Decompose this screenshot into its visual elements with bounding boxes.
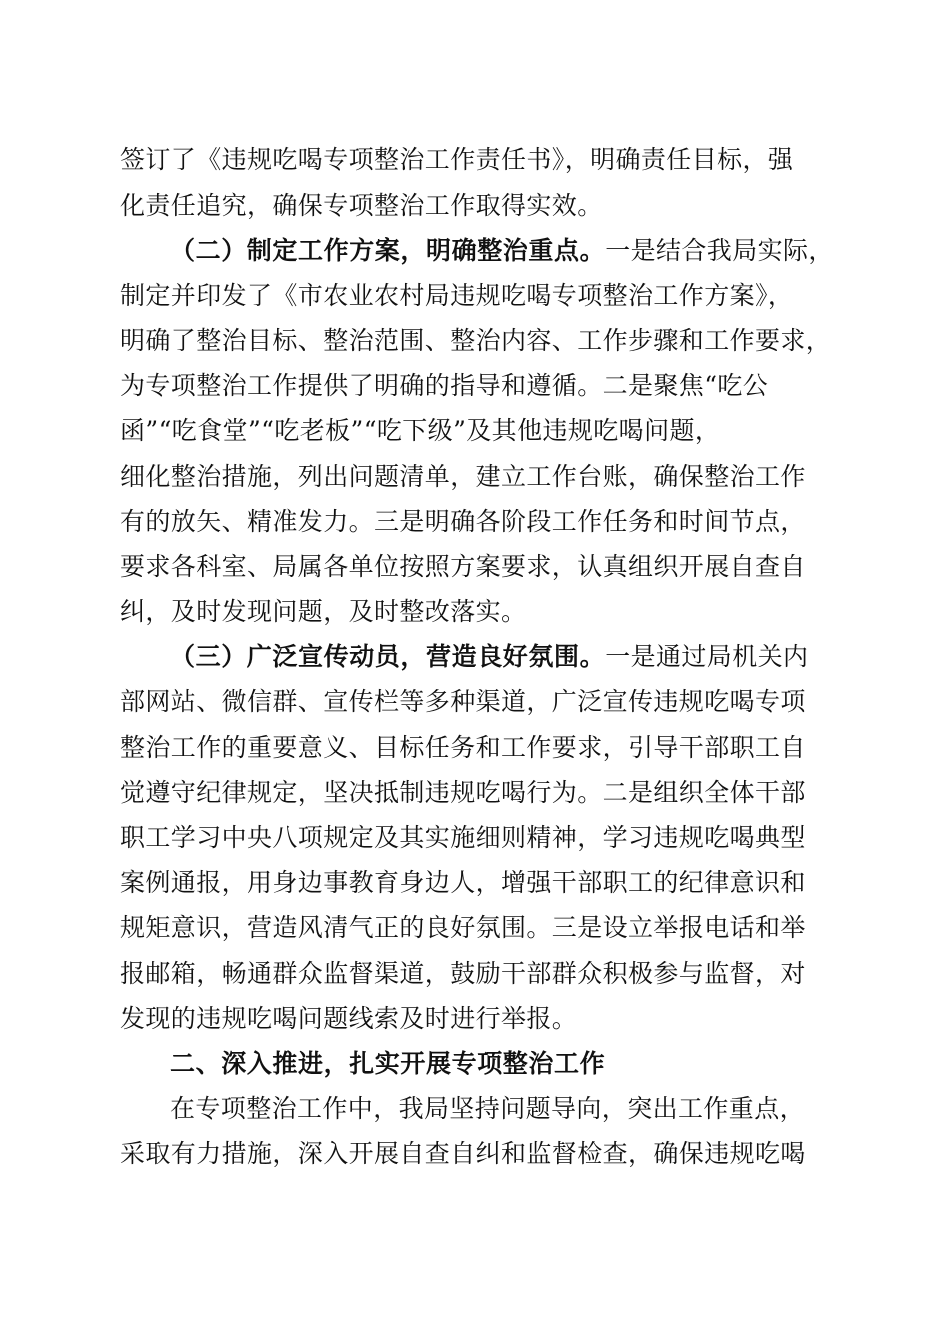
line-text: 纠，及时发现问题，及时整改落实。 [120,597,527,626]
text-line [120,590,840,634]
text-line [120,319,840,363]
line-text: 一是结合我局实际， [605,236,834,265]
line-text: 化责任追究，确保专项整治工作取得实效。 [120,191,603,220]
text-line [120,545,840,589]
text-line [120,680,840,724]
line-text: 部网站、微信群、宣传栏等多种渠道，广泛宣传违规吃喝专项 [120,687,806,716]
text-line [120,409,840,453]
line-text: 在专项整治工作中，我局坚持问题导向，突出工作重点， [170,1094,806,1123]
line-text: 制定并印发了《市农业农村局违规吃喝专项整治工作方案》， [120,281,794,310]
line-text: 采取有力措施，深入开展自查自纠和监督检查，确保违规吃喝 [120,1139,806,1168]
line-text: 有的放矢、精准发力。三是明确各阶段工作任务和时间节点， [120,507,806,536]
text-line [120,364,840,408]
text-line [120,906,840,950]
text-line [120,816,840,860]
line-text: 规矩意识，营造风清气正的良好氛围。三是设立举报电话和举 [120,913,806,942]
text-line [120,184,840,228]
line-text: 报邮箱，畅通群众监督渠道，鼓励干部群众积极参与监督，对 [120,959,806,988]
subsection-heading-line [170,229,840,273]
line-text: 细化整治措施，列出问题清单，建立工作台账，确保整治工作 [120,462,806,491]
text-line [120,726,840,770]
line-text: 案例通报，用身边事教育身边人，增强干部职工的纪律意识和 [120,868,806,897]
text-line [120,771,840,815]
text-line [120,997,840,1041]
text-line [120,500,840,544]
line-text: 一是通过局机关内 [605,642,809,671]
section-heading [170,1042,840,1086]
section-title: 二、深入推进，扎实开展专项整治工作 [170,1049,606,1078]
text-line [120,952,840,996]
line-text: 明确了整治目标、整治范围、整治内容、工作步骤和工作要求， [120,326,832,355]
line-text: 函”“吃食堂”“吃老板”“吃下级”及其他违规吃喝问题， [120,416,721,445]
line-text: 职工学习中央八项规定及其实施细则精神，学习违规吃喝典型 [120,823,806,852]
subsection-title: （三）广泛宣传动员，营造良好氛围。 [170,642,606,671]
subsection-heading-line [170,635,840,679]
subsection-title: （二）制定工作方案，明确整治重点。 [170,236,606,265]
line-text: 为专项整治工作提供了明确的指导和遵循。二是聚焦“吃公 [120,371,769,400]
line-text: 发现的违规吃喝问题线索及时进行举报。 [120,1004,578,1033]
text-line [170,1087,840,1131]
line-text: 整治工作的重要意义、目标任务和工作要求，引导干部职工自 [120,733,806,762]
text-line [120,138,840,182]
line-text: 觉遵守纪律规定，坚决抵制违规吃喝行为。二是组织全体干部 [120,778,806,807]
text-line [120,1132,840,1176]
text-line [120,455,840,499]
text-line [120,274,840,318]
text-line [120,861,840,905]
line-text: 要求各科室、局属各单位按照方案要求，认真组织开展自查自 [120,552,806,581]
line-text: 签订了《违规吃喝专项整治工作责任书》，明确责任目标，强 [120,145,794,174]
